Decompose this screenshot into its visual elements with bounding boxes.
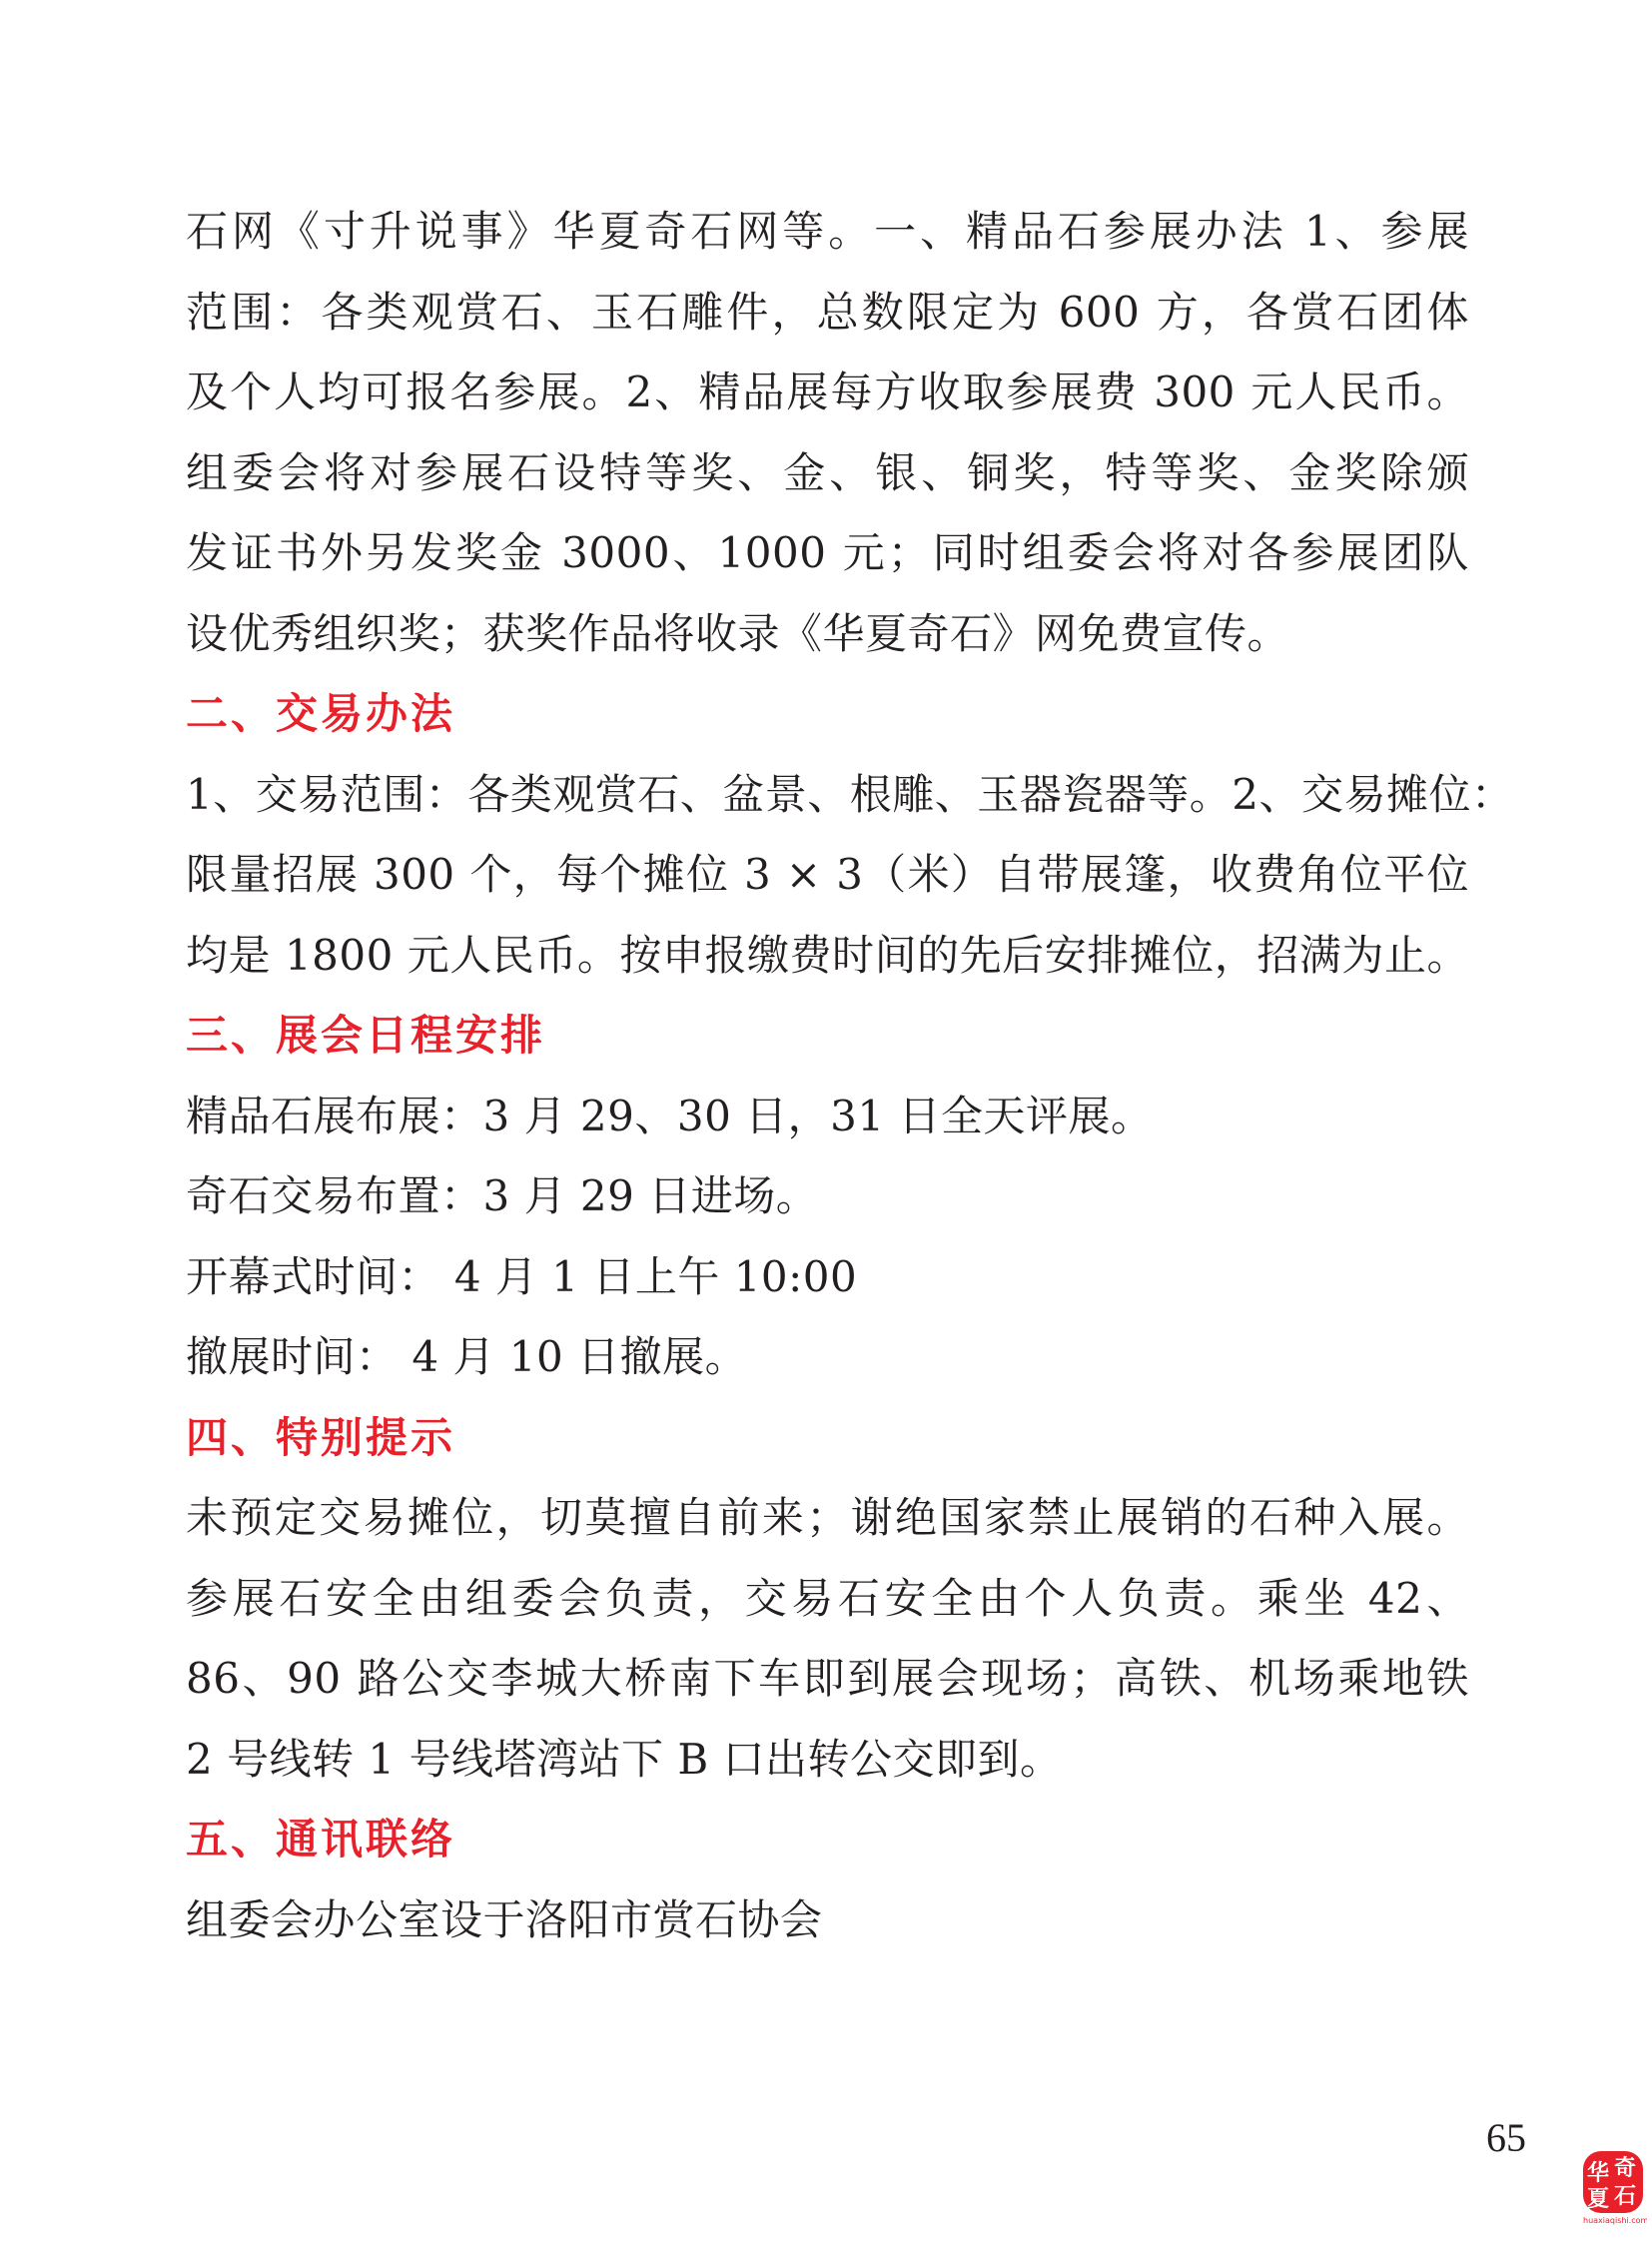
body-line: 86、90 路公交李城大桥南下车即到展会现场；高铁、机场乘地铁 (186, 1654, 1469, 1703)
body-line: 未预定交易摊位，切莫擅自前来；谢绝国家禁止展销的石种入展。 (186, 1493, 1469, 1542)
watermark-stamp-icon (1581, 2147, 1647, 2227)
body-line: 奇石交易布置：3 月 29 日进场。 (186, 1171, 819, 1220)
body-line: 2 号线转 1 号线塔湾站下 B 口出转公交即到。 (186, 1734, 1063, 1784)
body-line: 均是 1800 元人民币。按申报缴费时间的先后安排摊位，招满为止。 (186, 930, 1469, 980)
page-content (186, 192, 1514, 1960)
body-line: 石网《寸升说事》华夏奇石网等。一、精品石参展办法 1、参展 (186, 207, 1469, 256)
body-line: 开幕式时间： 4 月 1 日上午 10:00 (186, 1251, 858, 1301)
body-line: 限量招展 300 个，每个摊位 3 × 3（米）自带展篷，收费角位平位 (186, 850, 1469, 899)
section-heading-trading: 二、交易办法 (186, 689, 456, 738)
body-line: 参展石安全由组委会负责，交易石安全由个人负责。乘坐 42、 (186, 1573, 1469, 1623)
body-line: 发证书外另发奖金 3000、1000 元；同时组委会将对各参展团队 (186, 528, 1469, 577)
watermark-char: 奇 (1614, 2156, 1637, 2181)
page-number: 65 (1486, 2115, 1526, 2160)
body-line: 组委会将对参展石设特等奖、金、银、铜奖，特等奖、金奖除颁 (186, 447, 1469, 497)
watermark-char: 石 (1614, 2184, 1637, 2209)
body-line: 及个人均可报名参展。2、精品展每方收取参展费 300 元人民币。 (186, 368, 1469, 416)
watermark-char: 夏 (1587, 2187, 1610, 2212)
body-line: 1、交易范围：各类观赏石、盆景、根雕、玉器瓷器等。2、交易摊位： (186, 769, 1514, 819)
body-line: 撤展时间： 4 月 10 日撤展。 (186, 1332, 748, 1381)
section-heading-schedule: 三、展会日程安排 (186, 1011, 546, 1060)
body-line: 设优秀组织奖；获奖作品将收录《华夏奇石》网免费宣传。 (186, 608, 1290, 658)
section-heading-notice: 四、特别提示 (186, 1412, 456, 1462)
watermark-site: huaxiaqishi.com (1583, 2216, 1647, 2225)
watermark-char: 华 (1587, 2161, 1610, 2186)
body-line: 精品石展布展：3 月 29、30 日，31 日全天评展。 (186, 1091, 1154, 1140)
section-heading-contact: 五、通讯联络 (186, 1815, 456, 1864)
body-line: 组委会办公室设于洛阳市赏石协会 (186, 1894, 823, 1944)
body-line: 范围：各类观赏石、玉石雕件，总数限定为 600 方，各赏石团体 (186, 287, 1469, 337)
